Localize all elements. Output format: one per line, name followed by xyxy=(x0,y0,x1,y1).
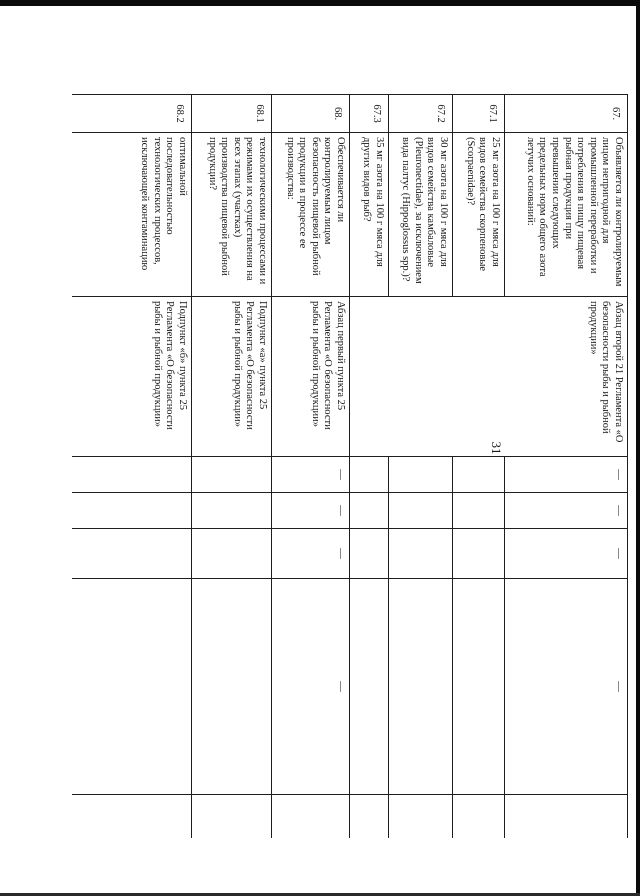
answer-mark xyxy=(453,795,505,839)
answer-mark xyxy=(72,457,192,493)
rotated-page-content xyxy=(72,94,628,838)
answer-mark: — xyxy=(272,529,350,579)
answer-mark xyxy=(350,529,389,579)
answer-mark xyxy=(72,795,192,839)
answer-mark xyxy=(453,529,505,579)
table-row xyxy=(192,95,272,839)
answer-mark xyxy=(389,579,453,795)
answer-mark xyxy=(192,493,272,529)
checklist-table-frame xyxy=(72,94,628,838)
table-row xyxy=(350,95,389,839)
requirement-question: оптимальной последовательностью технологических процессов, исключающей контаминацию xyxy=(72,133,192,297)
answer-mark: — xyxy=(505,579,628,795)
answer-mark: — xyxy=(272,579,350,795)
item-number: 67.1 xyxy=(453,95,505,133)
requirement-question: Обеспечивается ли контролируемым лицом безопасность пищевой рыбной продукции в процессе ее производства: xyxy=(272,133,350,297)
regulation-reference: Подпункт «а» пункта 25 Регламента «О безопасности рыбы и рыбной продукции» xyxy=(192,297,272,457)
answer-mark xyxy=(192,457,272,493)
table-row xyxy=(389,95,453,839)
answer-mark xyxy=(350,493,389,529)
regulation-reference: Абзац второй 21 Регламента «О безопасности рыбы и рыбной продукции» xyxy=(350,297,628,457)
requirement-question: 35 мг азота на 100 г мяса для других видов рыб? xyxy=(350,133,389,297)
answer-mark xyxy=(505,795,628,839)
table-row xyxy=(505,95,628,839)
answer-mark xyxy=(192,579,272,795)
answer-mark xyxy=(192,529,272,579)
item-number: 68.1 xyxy=(192,95,272,133)
answer-mark xyxy=(72,493,192,529)
answer-mark: — xyxy=(272,457,350,493)
answer-mark xyxy=(389,529,453,579)
answer-mark xyxy=(389,795,453,839)
table-row xyxy=(72,95,192,839)
answer-mark xyxy=(389,493,453,529)
scan-edge-right xyxy=(636,0,640,896)
answer-mark xyxy=(272,795,350,839)
requirement-question: Объявляется ли контролируемым лицом непригодной для промышленной переработки и потребления в пищу пищевая рыбная продукция при превышении следующих предельных норм общего азота летучих оснований: xyxy=(505,133,628,297)
requirement-question: 30 мг азота на 100 г мяса для видов семейства камбаловые (Pleuronectidae), за исключением вида палтус (Hippoglossus spp.)? xyxy=(389,133,453,297)
answer-mark xyxy=(453,493,505,529)
item-number: 67.2 xyxy=(389,95,453,133)
checklist-table xyxy=(72,94,628,838)
regulation-reference: Абзац первый пункта 25 Регламента «О безопасности рыбы и рыбной продукции» xyxy=(272,297,350,457)
answer-mark xyxy=(72,579,192,795)
table-row xyxy=(453,95,505,839)
answer-mark: — xyxy=(505,493,628,529)
table-row xyxy=(272,95,350,839)
answer-mark: — xyxy=(505,529,628,579)
answer-mark xyxy=(350,795,389,839)
item-number: 68. xyxy=(272,95,350,133)
answer-mark xyxy=(453,579,505,795)
requirement-question: технологическими процессами и режимами их осуществления на всех этапах (участках) производства пищевой рыбной продукции? xyxy=(192,133,272,297)
answer-mark xyxy=(350,457,389,493)
page-number: 31 xyxy=(489,441,504,455)
requirement-question: 25 мг азота на 100 г мяса для видов семейства скорпеновые (Scorpaenidae)? xyxy=(453,133,505,297)
scan-edge-top xyxy=(0,0,640,6)
answer-mark xyxy=(350,579,389,795)
answer-mark: — xyxy=(505,457,628,493)
answer-mark xyxy=(72,529,192,579)
item-number: 67.3 xyxy=(350,95,389,133)
regulation-reference: Подпункт «б» пункта 25 Регламента «О безопасности рыбы и рыбной продукции» xyxy=(72,297,192,457)
item-number: 67. xyxy=(505,95,628,133)
answer-mark xyxy=(389,457,453,493)
item-number: 68.2 xyxy=(72,95,192,133)
answer-mark: — xyxy=(272,493,350,529)
answer-mark xyxy=(453,457,505,493)
answer-mark xyxy=(192,795,272,839)
